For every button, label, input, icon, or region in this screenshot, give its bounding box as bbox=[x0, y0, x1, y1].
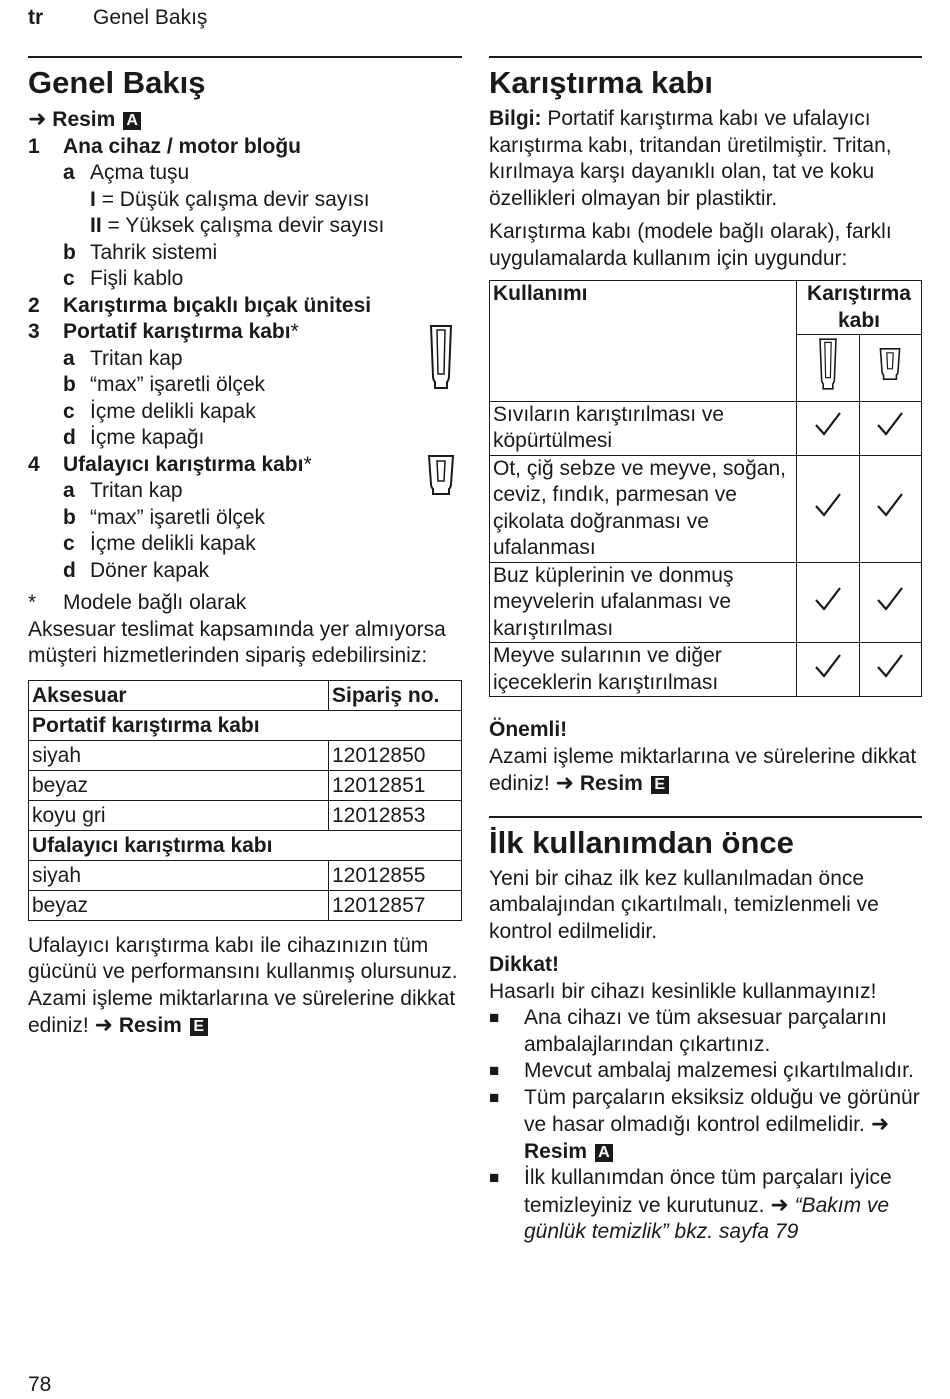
table-row: siyah 12012855 bbox=[29, 860, 462, 890]
table-row: siyah 12012850 bbox=[29, 740, 462, 770]
arrow-right-icon: ➜ bbox=[870, 1111, 890, 1136]
first-use-title: İlk kullanımdan önce bbox=[489, 824, 794, 860]
small-jug-icon bbox=[859, 335, 922, 402]
arrow-right-icon: ➜ bbox=[555, 770, 574, 795]
list-item: 1 Ana cihaz / motor bloğu bbox=[28, 134, 302, 158]
caution-text: Hasarlı bir cihazı kesinlikle kullanmayınız! bbox=[489, 979, 877, 1003]
list-item: 4 Ufalayıcı karıştırma kabı* bbox=[28, 452, 312, 476]
usage-table bbox=[489, 280, 922, 697]
language-code: tr bbox=[28, 6, 44, 29]
check-icon bbox=[797, 455, 860, 562]
table-row: koyu gri 12012853 bbox=[29, 800, 462, 830]
jug-intro: Karıştırma kabı (modele bağlı olarak), farklı uygulamalarda kullanım için uygundur: bbox=[489, 220, 892, 270]
list-subitem: c Fişli kablo bbox=[63, 267, 184, 290]
check-icon bbox=[797, 401, 860, 455]
table-row: Meyve sularının ve diğer içeceklerin karıştırılması bbox=[490, 643, 922, 697]
arrow-right-icon: ➜ bbox=[94, 1012, 113, 1037]
check-icon bbox=[859, 401, 922, 455]
list-item: 2 Karıştırma bıçaklı bıçak ünitesi bbox=[28, 293, 372, 317]
tall-jug-icon bbox=[426, 324, 456, 390]
resim-reference: ➜ Resim A bbox=[28, 106, 462, 134]
figure-letter-badge: E bbox=[190, 1018, 208, 1036]
list-item: ■ Tüm parçaların eksiksiz olduğu ve görünür ve hasar olmadığı kontrol edilmelidir. ➜ Resim A bbox=[489, 1085, 922, 1166]
table-header-row: Aksesuar Sipariş no. bbox=[29, 680, 462, 710]
table-row: Sıvıların karıştırılması ve köpürtülmesi bbox=[490, 401, 922, 455]
check-icon bbox=[859, 455, 922, 562]
important-label: Önemli! bbox=[489, 718, 568, 741]
table-header-row: Kullanımı Karıştırma kabı bbox=[490, 281, 922, 335]
list-subitem: a Tritan kap bbox=[63, 346, 183, 370]
bullet-icon: ■ bbox=[489, 1168, 500, 1187]
list-subitem: b Tahrik sistemi bbox=[63, 240, 218, 264]
figure-letter-badge: A bbox=[123, 112, 141, 130]
caution-label: Dikkat! bbox=[489, 953, 560, 976]
list-subitem: d İçme kapağı bbox=[63, 426, 205, 449]
jug-title: Karıştırma kabı bbox=[489, 65, 713, 100]
tall-jug-icon bbox=[797, 335, 860, 402]
accessory-table bbox=[28, 680, 462, 921]
list-item: 3 Portatif karıştırma kabı* bbox=[28, 320, 299, 343]
list-subitem: a Tritan kap bbox=[63, 479, 183, 502]
footnote: * Modele bağlı olarak bbox=[28, 591, 247, 614]
table-group-row: Portatif karıştırma kabı bbox=[29, 710, 462, 740]
left-column bbox=[28, 56, 462, 1040]
list-subitem: b “max” işaretli ölçek bbox=[63, 373, 266, 396]
table-group-row: Ufalayıcı karıştırma kabı bbox=[29, 830, 462, 860]
accessory-note: Aksesuar teslimat kapsamında yer almıyorsa müşteri hizmetlerinden sipariş edebilirsiniz: bbox=[28, 617, 446, 667]
table-row: Ot, çiğ sebze ve meyve, soğan, ceviz, fındık, parmesan ve çikolata doğranması ve ufalanması bbox=[490, 455, 922, 562]
table-row: Buz küplerinin ve donmuş meyvelerin ufalanması ve karıştırılması bbox=[490, 562, 922, 643]
bullet-icon: ■ bbox=[489, 1008, 500, 1027]
figure-letter-badge: E bbox=[651, 776, 669, 794]
table-row: beyaz 12012857 bbox=[29, 890, 462, 920]
first-use-intro: Yeni bir cihaz ilk kez kullanılmadan önce ambalajından çıkartılmalı, temizlenmeli ve kontrol edilmelidir. bbox=[489, 866, 879, 943]
list-subitem: c İçme delikli kapak bbox=[63, 532, 256, 555]
figure-letter-badge: A bbox=[595, 1144, 613, 1162]
arrow-right-icon: ➜ bbox=[770, 1191, 789, 1217]
list-item: ■ Mevcut ambalaj malzemesi çıkartılmalıdır. bbox=[489, 1058, 922, 1085]
check-icon bbox=[859, 562, 922, 643]
speed-high: II = Yüksek çalışma devir sayısı bbox=[90, 214, 385, 237]
check-icon bbox=[859, 643, 922, 697]
right-column bbox=[489, 56, 922, 1246]
check-icon bbox=[797, 562, 860, 643]
page-number: 78 bbox=[28, 1373, 52, 1396]
page-header bbox=[28, 5, 207, 32]
bullet-icon: ■ bbox=[489, 1061, 500, 1080]
list-item: ■ İlk kullanımdan önce tüm parçaları iyice temizleyiniz ve kurutunuz. ➜ “Bakım ve günlük temizlik” bkz. sayfa 79 bbox=[489, 1165, 922, 1246]
small-jug-icon bbox=[426, 454, 456, 496]
header-section: Genel Bakış bbox=[93, 6, 208, 29]
jug-info: Bilgi: Portatif karıştırma kabı ve ufalayıcı karıştırma kabı, tritandan üretilmiştir. Tritan, kırılmaya karşı dayanıklı olan, tat ve koku özellikleri olmayan bir plastiktir. bbox=[489, 107, 892, 210]
list-item: ■ Ana cihazı ve tüm aksesuar parçalarını ambalajlarından çıkartınız. bbox=[489, 1005, 922, 1058]
power-note: Ufalayıcı karıştırma kabı ile cihazınızın tüm gücünü ve performansını kullanmış olursunuz. Azami işleme miktarlarına ve sürelerine dikkat ediniz! ➜ Resim E bbox=[28, 933, 458, 1037]
important-text: Azami işleme miktarlarına ve sürelerine dikkat ediniz! ➜ Resim E bbox=[489, 744, 917, 795]
list-subitem: a Açma tuşu bbox=[63, 161, 190, 184]
overview-title: Genel Bakış bbox=[28, 65, 206, 100]
list-subitem: b “max” işaretli ölçek bbox=[63, 505, 266, 529]
arrow-right-icon: ➜ bbox=[28, 106, 47, 131]
table-row: beyaz 12012851 bbox=[29, 770, 462, 800]
list-subitem: c İçme delikli kapak bbox=[63, 399, 256, 423]
bullet-icon: ■ bbox=[489, 1087, 500, 1107]
speed-low: I = Düşük çalışma devir sayısı bbox=[90, 187, 370, 211]
check-icon bbox=[797, 643, 860, 697]
list-subitem: d Döner kapak bbox=[63, 558, 210, 582]
